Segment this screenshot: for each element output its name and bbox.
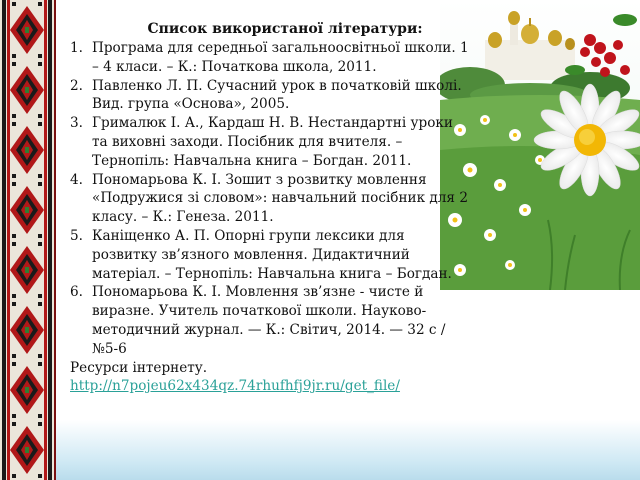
reference-number: 4.	[70, 171, 83, 188]
church-and-chamomile-picture	[440, 0, 640, 290]
reference-text: Каніщенко А. П. Опорні групи лексики для розвитку зв’язного мовлення. Дидактичний матеріал. – Тернопіль: Навчальна книга – Богдан.	[92, 227, 452, 282]
embroidery-pattern-icon	[0, 0, 54, 480]
internet-resources-label: Ресурси інтернету.	[70, 359, 208, 376]
list-title: Список використаної літератури:	[147, 21, 423, 37]
reference-number: 1.	[70, 40, 83, 56]
reference-text: Павленко Л. П. Сучасний урок в початковій школі. Вид. група «Основа», 2005.	[92, 77, 462, 113]
bottom-gradient-band	[56, 420, 640, 480]
church-flowers-icon	[440, 0, 640, 290]
internet-resource-link[interactable]: http://n7pojeu62x434qz.74rhufhfj9jr.ru/get_file/	[70, 378, 400, 395]
reference-text: Пономарьова К. І. Мовлення зв’язне - чисте й виразне. Учитель початкової школи. Науково-методичний журнал. — К.: Світич, 2014. — 32 с /№5-6	[92, 284, 446, 357]
reference-item	[70, 77, 470, 115]
reference-number: 2.	[70, 77, 83, 94]
reference-item	[70, 114, 470, 170]
reference-item	[70, 283, 470, 358]
reference-number: 5.	[70, 227, 83, 244]
reference-item	[70, 227, 470, 283]
embroidery-border-ornament	[0, 0, 56, 480]
literature-list	[70, 20, 470, 396]
reference-item	[70, 171, 470, 227]
reference-number: 3.	[70, 115, 83, 132]
references-list	[70, 39, 470, 359]
reference-number: 6.	[70, 284, 83, 301]
reference-text: Програма для середньої загальноосвітньої школи. 1 – 4 класи. – К.: Початкова школа, 2011.	[92, 40, 469, 75]
reference-text: Пономарьова К. І. Зошит з розвитку мовлення «Подружися зі словом»: навчальний посібник для 2 класу. – К.: Генеза. 2011.	[92, 171, 468, 226]
reference-text: Грималюк І. А., Кардаш Н. В. Нестандартні уроки та виховні заходи. Посібник для вчителя. – Тернопіль: Навчальна книга – Богдан. 2011.	[92, 115, 453, 169]
reference-item	[70, 39, 470, 77]
